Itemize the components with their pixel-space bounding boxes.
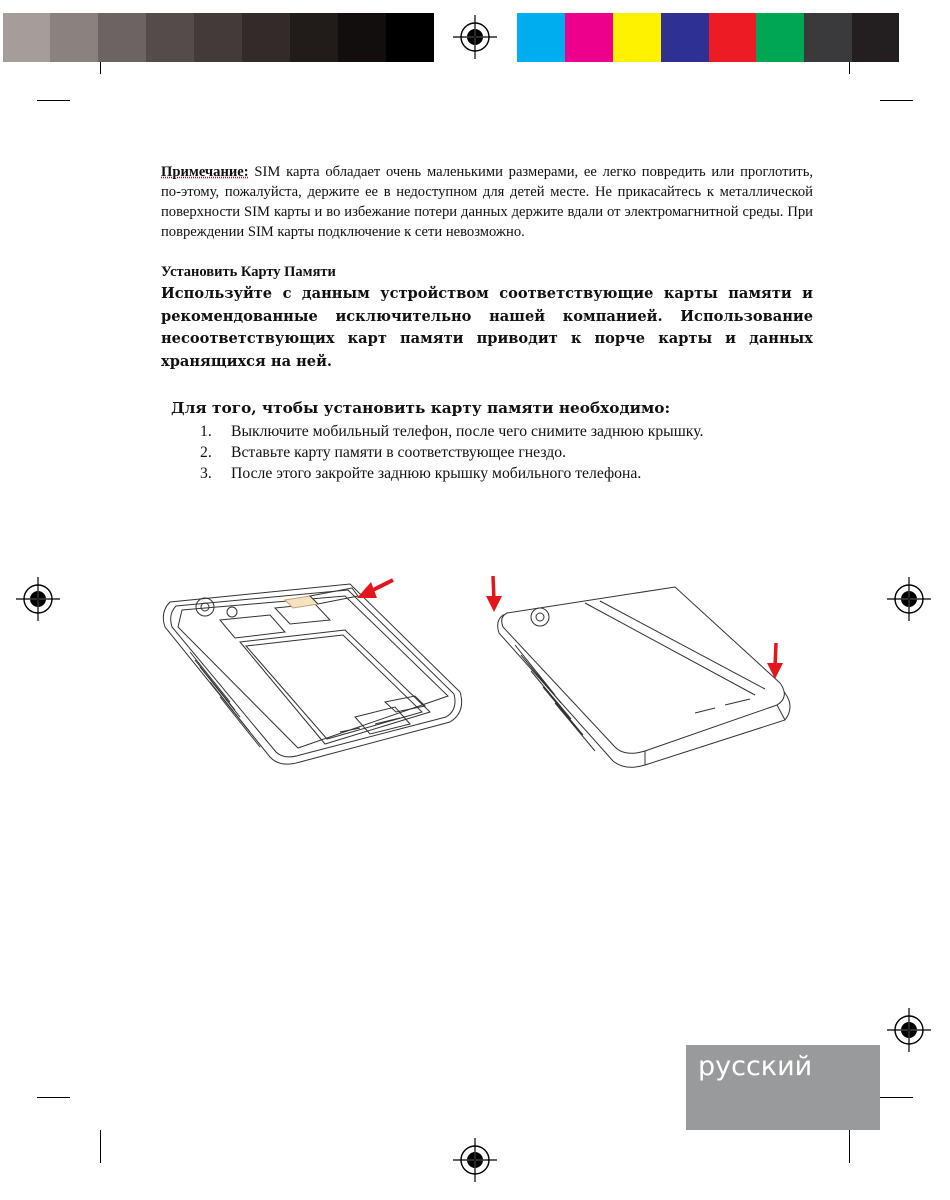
step-number: 3. [200,465,212,482]
down-arrow-icon [765,641,785,681]
memory-card-heading: Установить Карту Памяти [161,264,336,280]
swatch-gray-5 [194,13,242,62]
step-number: 1. [200,423,212,440]
crop-mark [37,1097,70,1098]
registration-mark-icon [453,15,497,59]
insert-arrow-icon [355,576,395,604]
install-steps-list [200,421,703,484]
swatch-cyan [517,13,565,62]
swatch-gray-2 [50,13,98,62]
swatch-gray-1 [3,13,50,62]
crop-mark [37,100,70,101]
step-text: После этого закройте заднюю крышку мобильного телефона. [231,465,642,482]
step-text: Вставьте карту памяти в соответствующее гнездо. [231,444,566,461]
crop-mark [849,1130,850,1163]
down-arrow-icon [484,574,504,614]
swatch-red [709,13,756,62]
swatch-blue [661,13,709,62]
language-tab [686,1045,880,1130]
registration-mark-icon [887,577,931,621]
memory-card-paragraph: Используйте с данным устройством соответствующие карты памяти и рекомендованные исключительно нашей компанией. Использование несоответствующих карт памяти приводит к порче карты и данных хранящихся на ней. [161,285,813,370]
steps-heading: Для того, чтобы установить карту памяти необходимо: [171,399,671,417]
crop-mark [880,100,913,101]
swatch-gray-3 [98,13,146,62]
crop-mark [849,62,850,74]
sim-note-paragraph [161,162,813,242]
note-text: SIM карта обладает очень маленькими размерами, ее легко повредить или проглотить, по-этому, пожалуйста, держите ее в недоступном для детей месте. Не прикасайтесь к металлической поверхности SIM карты и во избежание потери данных держите вдали от электромагнитной среды. При повреждении SIM карты подключение к сети невозможно. [161,164,813,240]
registration-mark-icon [453,1138,497,1182]
swatch-gray-8 [338,13,386,62]
swatch-yellow [613,13,661,62]
swatch-gray-4 [146,13,194,62]
crop-mark [100,62,101,74]
phone-open-illustration [160,572,470,768]
step-text: Выключите мобильный телефон, после чего снимите заднюю крышку. [231,423,704,440]
phone-closed-illustration [495,575,800,771]
swatch-gray-7 [290,13,338,62]
swatch-magenta [565,13,613,62]
swatch-green [756,13,804,62]
note-label: Примечание: [161,164,249,180]
swatch-dark-gray [804,13,852,62]
list-item [200,463,703,484]
list-item [200,421,703,442]
swatch-gray-6 [242,13,290,62]
language-label: русский [698,1051,813,1082]
registration-mark-icon [887,1008,931,1052]
list-item [200,442,703,463]
swatch-gray-9 [386,13,434,62]
registration-mark-icon [16,577,60,621]
crop-mark [100,1130,101,1163]
crop-mark [880,1097,913,1098]
step-number: 2. [200,444,212,461]
swatch-black [852,13,899,62]
